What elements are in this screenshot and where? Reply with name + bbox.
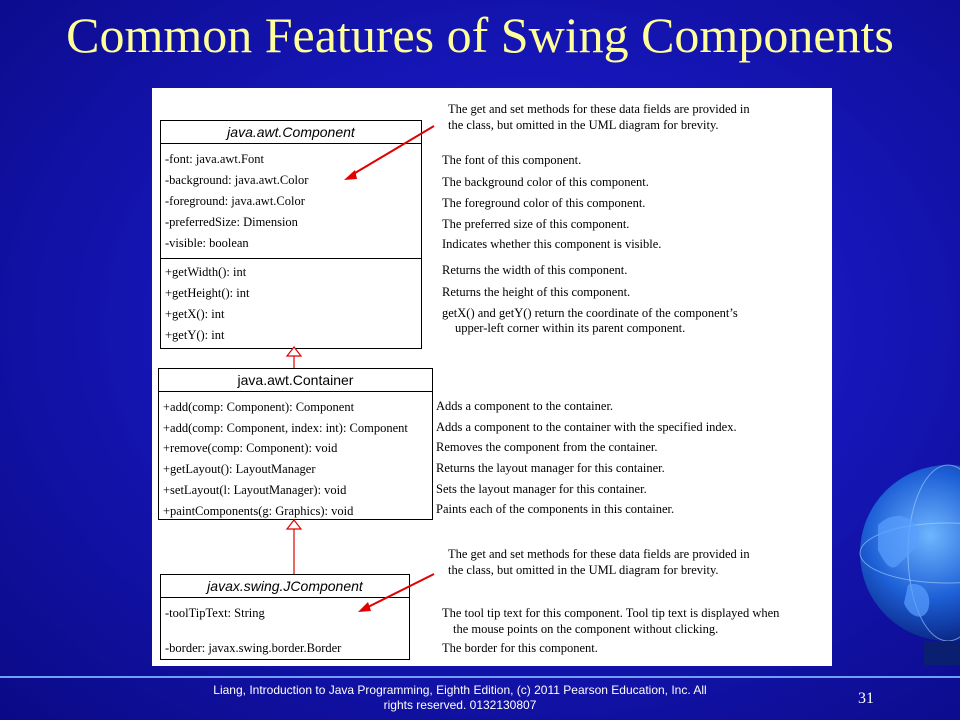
inheritance-arrowhead-component bbox=[287, 347, 301, 356]
uml-diagram-panel bbox=[152, 88, 832, 666]
container-method: +remove(comp: Component): void bbox=[163, 441, 338, 455]
component-field: -foreground: java.awt.Color bbox=[165, 194, 305, 208]
component-field-desc: The preferred size of this component. bbox=[442, 217, 630, 231]
note-arrow-top bbox=[350, 126, 434, 176]
container-method-desc: Adds a component to the container with the specified index. bbox=[436, 420, 737, 434]
diagram-arrows bbox=[152, 88, 832, 666]
slide-title: Common Features of Swing Components bbox=[66, 7, 894, 63]
container-method-desc: Removes the component from the container. bbox=[436, 440, 658, 454]
page-number: 31 bbox=[858, 690, 874, 707]
globe-decoration bbox=[838, 455, 960, 665]
component-field: -visible: boolean bbox=[165, 236, 249, 250]
footer-line2: rights reserved. 0132130807 bbox=[383, 698, 537, 712]
jcomponent-class-name: javax.swing.JComponent bbox=[161, 575, 409, 598]
container-method-desc: Returns the layout manager for this container. bbox=[436, 461, 665, 475]
jcomponent-field: -border: javax.swing.border.Border bbox=[165, 641, 342, 655]
note-top-line1: The get and set methods for these data fields are provided in bbox=[448, 102, 750, 116]
footer-line1: Liang, Introduction to Java Programming, Eighth Edition, (c) 2011 Pearson Education, Inc. All bbox=[213, 683, 707, 697]
component-method-desc: Returns the width of this component. bbox=[442, 263, 628, 277]
component-method: +getHeight(): int bbox=[165, 286, 250, 300]
jcomponent-field-desc: The tool tip text for this component. Tool tip text is displayed when bbox=[442, 606, 780, 620]
component-field-desc: Indicates whether this component is visible. bbox=[442, 237, 662, 251]
footer-divider bbox=[0, 676, 960, 678]
container-method: +add(comp: Component, index: int): Component bbox=[163, 421, 408, 435]
slide-footer bbox=[160, 683, 760, 713]
component-field: -background: java.awt.Color bbox=[165, 173, 309, 187]
jcomponent-field-desc: The border for this component. bbox=[442, 641, 598, 655]
component-field-desc: The background color of this component. bbox=[442, 175, 649, 189]
component-method: +getY(): int bbox=[165, 328, 225, 342]
container-method-desc: Sets the layout manager for this container. bbox=[436, 482, 647, 496]
container-method-desc: Paints each of the components in this container. bbox=[436, 502, 675, 516]
note-arrow-bottom bbox=[364, 574, 434, 609]
component-field-desc: The foreground color of this component. bbox=[442, 196, 646, 210]
component-class-name: java.awt.Component bbox=[161, 121, 421, 144]
globe-icon bbox=[838, 455, 960, 665]
note-bottom-line2: the class, but omitted in the UML diagram for brevity. bbox=[448, 563, 719, 577]
note-bottom-line1: The get and set methods for these data fields are provided in bbox=[448, 547, 750, 561]
note-top-line2: the class, but omitted in the UML diagram for brevity. bbox=[448, 118, 719, 132]
container-class-name: java.awt.Container bbox=[159, 369, 432, 392]
component-field-desc: The font of this component. bbox=[442, 153, 582, 167]
note-arrowhead-top bbox=[344, 170, 357, 180]
container-method: +setLayout(l: LayoutManager): void bbox=[163, 483, 347, 497]
container-method: +add(comp: Component): Component bbox=[163, 400, 355, 414]
component-method-desc: getX() and getY() return the coordinate of the component’s bbox=[442, 306, 738, 320]
component-method: +getWidth(): int bbox=[165, 265, 247, 279]
note-arrowhead-bottom bbox=[358, 602, 371, 612]
container-method-desc: Adds a component to the container. bbox=[436, 399, 614, 413]
container-method: +getLayout(): LayoutManager bbox=[163, 462, 316, 476]
container-method: +paintComponents(g: Graphics): void bbox=[163, 504, 354, 518]
component-method-desc: Returns the height of this component. bbox=[442, 285, 631, 299]
jcomponent-field: -toolTipText: String bbox=[165, 606, 265, 620]
jcomponent-field-desc: the mouse points on the component without clicking. bbox=[453, 622, 719, 636]
component-method-desc: upper-left corner within its parent component. bbox=[455, 321, 686, 335]
component-field: -preferredSize: Dimension bbox=[165, 215, 298, 229]
inheritance-arrowhead-container bbox=[287, 520, 301, 529]
component-field: -font: java.awt.Font bbox=[165, 152, 264, 166]
component-method: +getX(): int bbox=[165, 307, 225, 321]
